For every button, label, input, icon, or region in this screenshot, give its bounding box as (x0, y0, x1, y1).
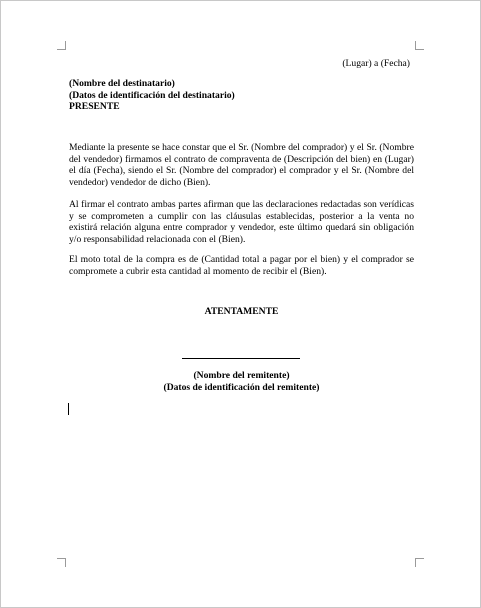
recipient-name: (Nombre del destinatario) (69, 78, 175, 89)
closing: ATENTAMENTE (204, 306, 279, 317)
sender-name: (Nombre del remitente) (193, 370, 290, 381)
paragraph-1: Mediante la presente se hace constar que el Sr. (Nombre del comprador) y el Sr. (Nombre del vendedor) firmamos el contrato de compraventa de (Descripción del bien) en (Lugar) el día (Fecha), siendo el Sr. (Nombre del comprador) el comprador y el Sr. (Nombre del vendedor) vendedor de dicho (Bien). (69, 142, 414, 188)
sender-block (69, 370, 414, 393)
recipient-block (69, 78, 235, 113)
place-date: (Lugar) a (Fecha) (342, 58, 410, 69)
signature-line (182, 358, 300, 359)
paragraph-2: Al firmar el contrato ambas partes afirman que las declaraciones redactadas son verídicas y se comprometen a cumplir con las cláusulas establecidas, posterior a la venta no existirá relación alguna entre comprador y vendedor, este último quedará sin obligación y/o responsabilidad relacionada con el (Bien). (69, 199, 414, 245)
margin-corner-top-right (415, 41, 424, 50)
margin-corner-top-left (57, 41, 66, 50)
margin-corner-bottom-right (415, 558, 424, 567)
sender-id: (Datos de identificación del remitente) (163, 381, 320, 393)
text-cursor (68, 403, 69, 415)
margin-corner-bottom-left (57, 558, 66, 567)
paragraph-3: El moto total de la compra es de (Cantidad total a pagar por el bien) y el comprador se compromete a cubrir esta cantidad al momento de recibir el (Bien). (69, 254, 414, 277)
salutation: PRESENTE (69, 101, 120, 113)
recipient-id: (Datos de identificación del destinatario) (69, 89, 235, 101)
